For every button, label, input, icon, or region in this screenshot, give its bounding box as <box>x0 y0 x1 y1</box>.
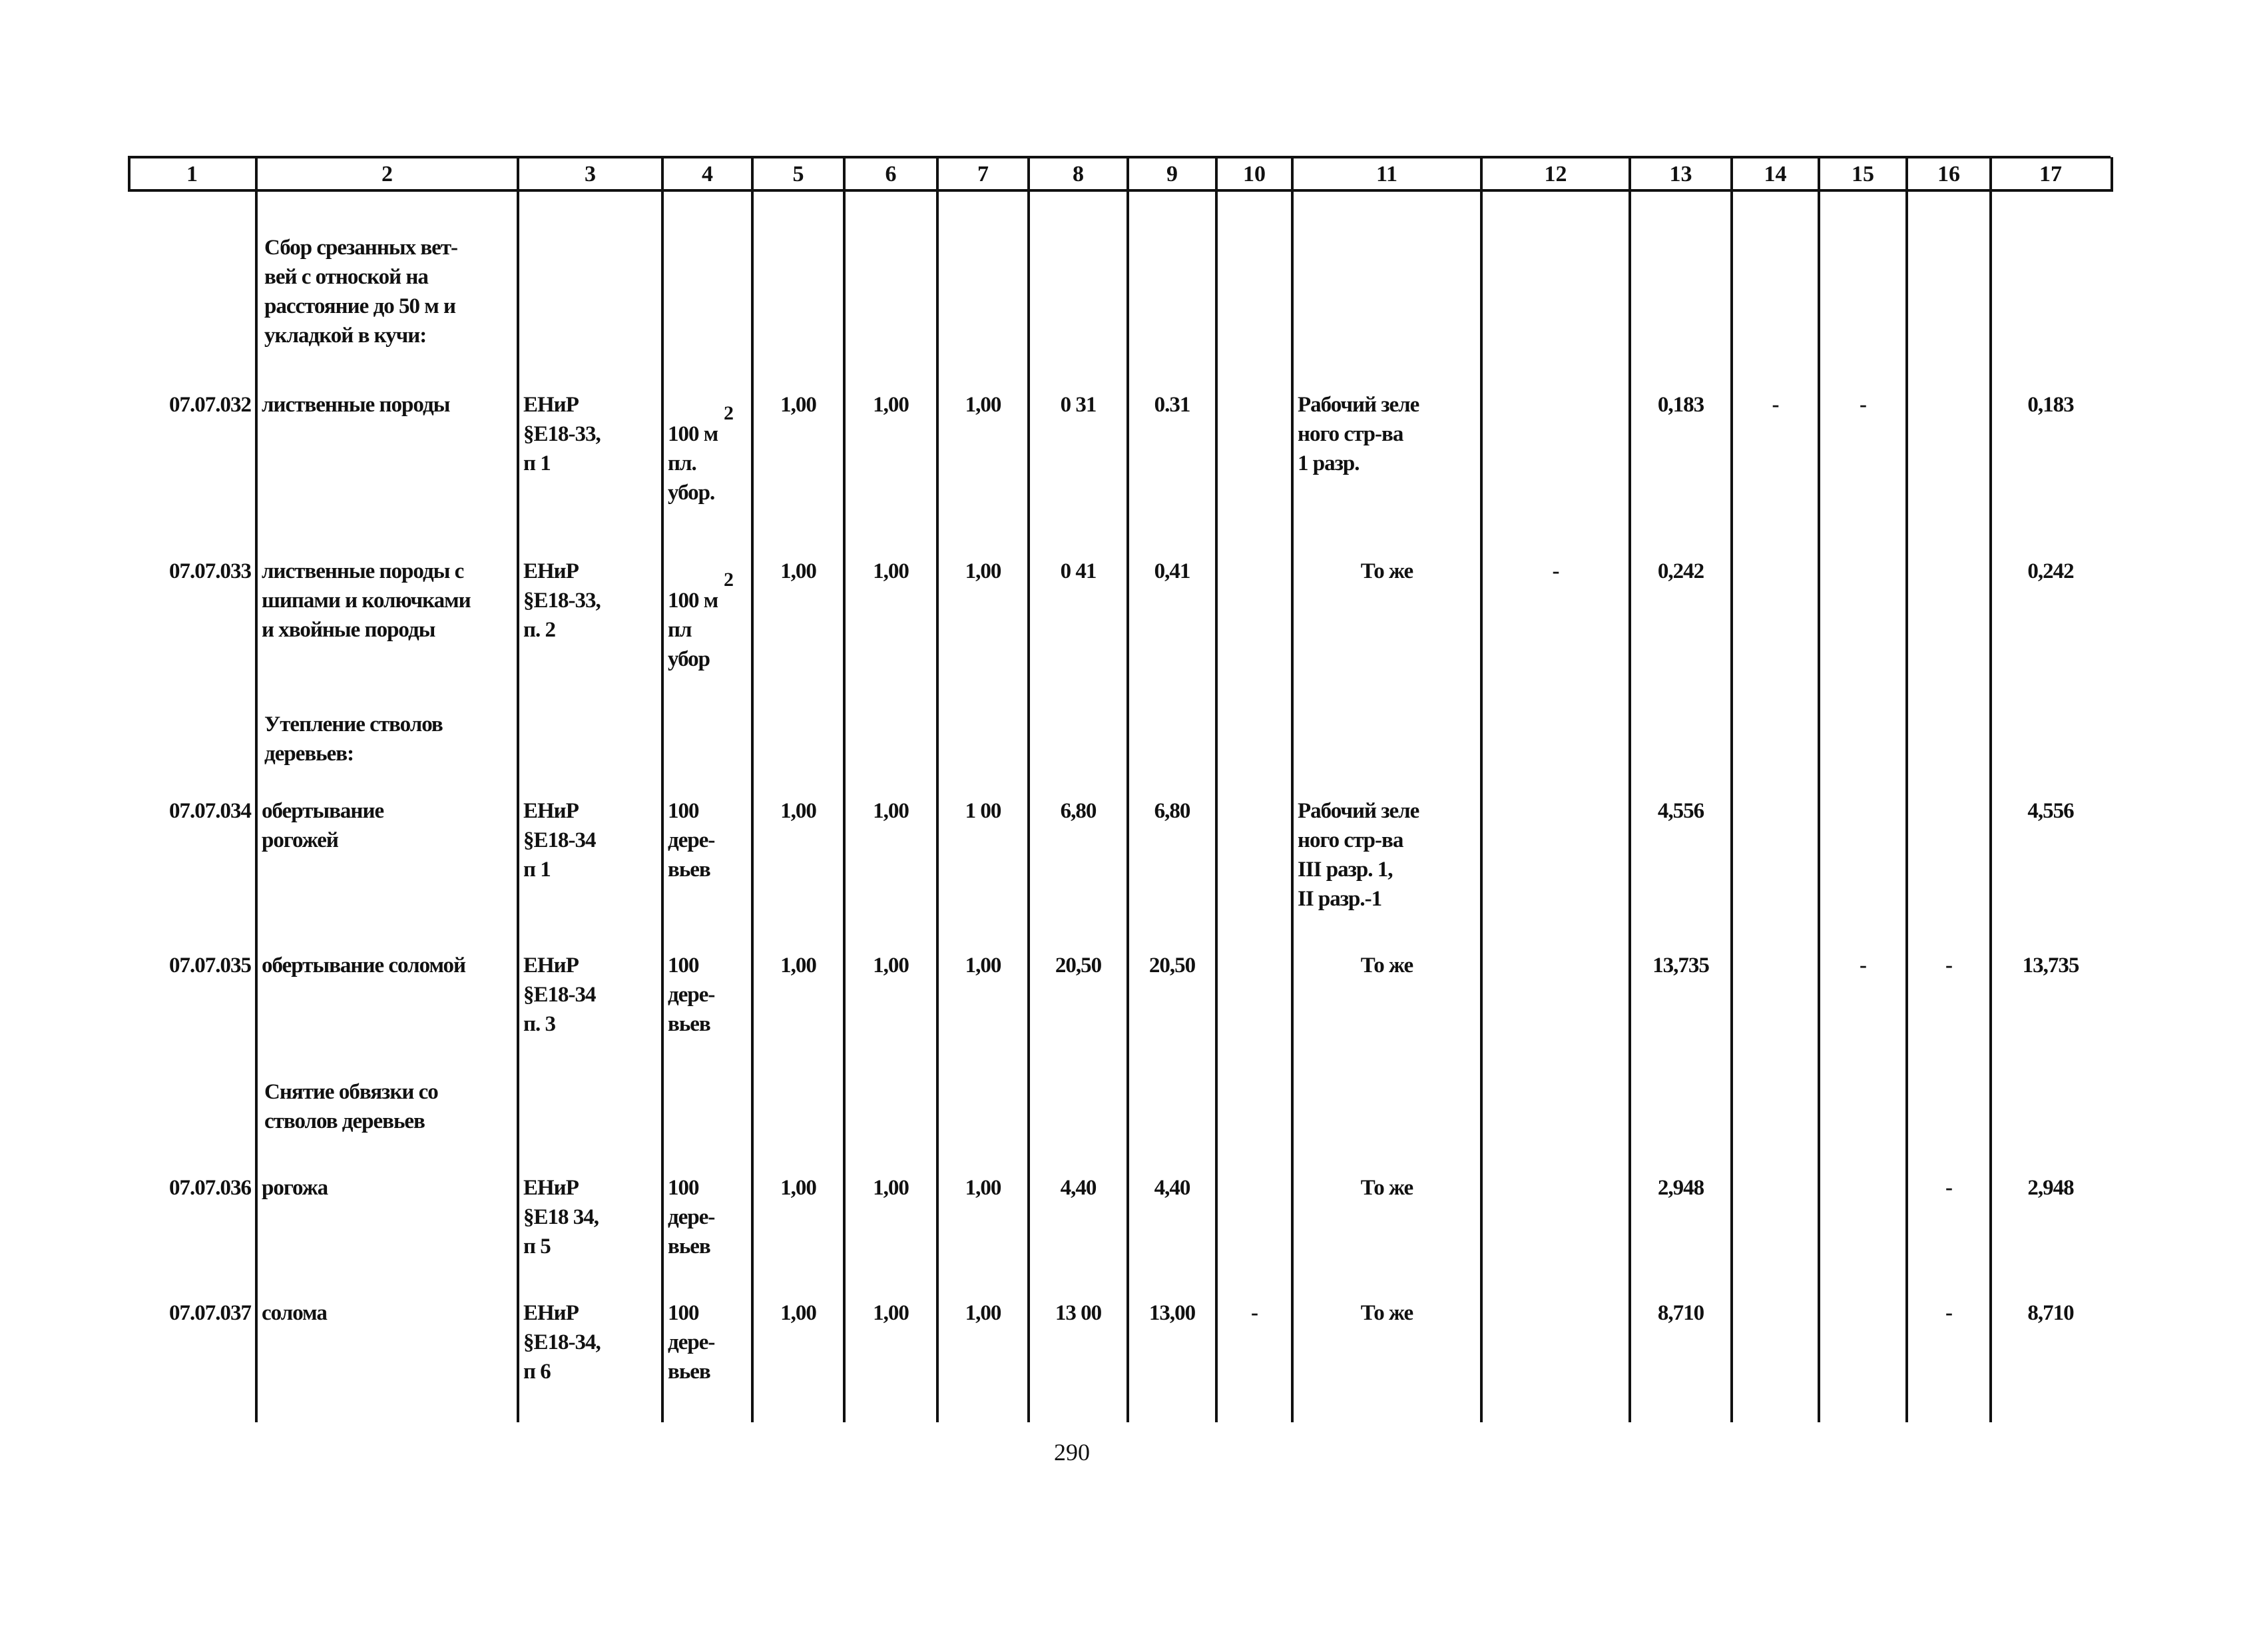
column-divider <box>1126 157 1129 1422</box>
row-cell-col17: 8,710 <box>2027 1301 2074 1325</box>
header-cell: 6 <box>885 162 897 186</box>
row-code: 07.07.032 <box>169 393 251 417</box>
row-cell-col5: 1,00 <box>780 954 816 977</box>
row-cell-col6: 1,00 <box>873 799 909 823</box>
header-cell: 4 <box>702 162 713 186</box>
column-divider <box>1989 157 1992 1422</box>
row-cell-col12: - <box>1552 559 1559 583</box>
row-cell-col11: То же <box>1360 954 1413 977</box>
header-cell: 2 <box>381 162 393 186</box>
row-cell-col8: 13 00 <box>1055 1301 1102 1325</box>
row-cell-col17: 0,242 <box>2027 559 2074 583</box>
column-divider <box>1628 157 1631 1422</box>
row-cell-col4: 100 м пл убор <box>668 589 718 671</box>
row-cell-col4: 100 дере- вьев <box>668 1301 715 1384</box>
row-cell-col11: То же <box>1360 1176 1413 1200</box>
row-cell-col13: 8,710 <box>1657 1301 1704 1325</box>
row-cell-col6: 1,00 <box>873 559 909 583</box>
header-cell: 10 <box>1243 162 1266 186</box>
header-cell: 14 <box>1764 162 1787 186</box>
row-cell-col7: 1,00 <box>965 954 1001 977</box>
row-cell-col13: 13,735 <box>1652 954 1709 977</box>
row-cell-col5: 1,00 <box>780 393 816 417</box>
row-cell-col13: 0,242 <box>1657 559 1704 583</box>
unit-superscript: 2 <box>724 569 734 591</box>
header-cell: 12 <box>1544 162 1567 186</box>
column-divider <box>1291 157 1294 1422</box>
row-code: 07.07.034 <box>169 799 251 823</box>
header-top-rule <box>128 156 2111 158</box>
row-cell-col8: 20,50 <box>1055 954 1102 977</box>
header-cell: 11 <box>1376 162 1398 186</box>
column-divider <box>843 157 846 1422</box>
row-code: 07.07.037 <box>169 1301 251 1325</box>
row-cell-col11: Рабочий зеле ного стр-ва III разр. 1, II разр.-1 <box>1298 799 1419 911</box>
row-cell-col7: 1,00 <box>965 559 1001 583</box>
header-cell: 7 <box>977 162 989 186</box>
page-number: 290 <box>1054 1439 1090 1466</box>
column-divider <box>1215 157 1218 1422</box>
row-cell-col8: 6,80 <box>1060 799 1097 823</box>
row-cell-col15: - <box>1860 393 1866 417</box>
header-cell: 9 <box>1166 162 1178 186</box>
row-cell-col9: 13,00 <box>1148 1301 1196 1325</box>
column-divider <box>1730 157 1733 1422</box>
header-cell: 17 <box>2039 162 2062 186</box>
header-cell: 1 <box>186 162 198 186</box>
row-cell-col5: 1,00 <box>780 559 816 583</box>
row-cell-col11: То же <box>1360 1301 1413 1325</box>
row-cell-col8: 0 31 <box>1060 393 1097 417</box>
row-cell-col5: 1,00 <box>780 1176 816 1200</box>
row-cell-col3: ЕНиР §Е18-34, п 6 <box>523 1301 601 1384</box>
header-cell: 15 <box>1852 162 1874 186</box>
row-code: 07.07.033 <box>169 559 251 583</box>
row-cell-col9: 0.31 <box>1154 393 1190 417</box>
row-cell-col7: 1,00 <box>965 1301 1001 1325</box>
row-cell-col2: обертывание соломой <box>262 954 466 977</box>
column-divider <box>1905 157 1908 1422</box>
row-cell-col9: 4,40 <box>1154 1176 1190 1200</box>
row-cell-col17: 13,735 <box>2022 954 2079 977</box>
row-cell-col5: 1,00 <box>780 799 816 823</box>
row-cell-col13: 2,948 <box>1657 1176 1704 1200</box>
row-code: 07.07.035 <box>169 954 251 977</box>
row-cell-col7: 1,00 <box>965 1176 1001 1200</box>
row-cell-col3: ЕНиР §Е18-33, п 1 <box>523 393 601 475</box>
row-cell-col8: 4,40 <box>1060 1176 1097 1200</box>
row-cell-col17: 0,183 <box>2027 393 2074 417</box>
row-cell-col10: - <box>1251 1301 1258 1325</box>
row-cell-col6: 1,00 <box>873 393 909 417</box>
column-divider <box>661 157 664 1422</box>
row-cell-col16: - <box>1945 954 1952 977</box>
row-cell-col13: 0,183 <box>1657 393 1704 417</box>
row-cell-col2: обертывание рогожей <box>262 799 384 852</box>
row-cell-col6: 1,00 <box>873 1301 909 1325</box>
header-cell: 5 <box>792 162 804 186</box>
header-cell: 16 <box>1937 162 1960 186</box>
unit-superscript: 2 <box>724 402 734 424</box>
row-cell-col4: 100 дере- вьев <box>668 1176 715 1258</box>
row-cell-col17: 4,556 <box>2027 799 2074 823</box>
row-cell-col14: - <box>1772 393 1779 417</box>
row-cell-col3: ЕНиР §Е18-34 п 1 <box>523 799 596 882</box>
row-cell-col16: - <box>1945 1176 1952 1200</box>
header-bottom-rule <box>128 189 2111 192</box>
column-divider <box>936 157 939 1422</box>
row-cell-col17: 2,948 <box>2027 1176 2074 1200</box>
column-divider <box>1480 157 1483 1422</box>
row-cell-col11: То же <box>1360 559 1413 583</box>
row-cell-col9: 20,50 <box>1148 954 1196 977</box>
row-cell-col3: ЕНиР §Е18-33, п. 2 <box>523 559 601 642</box>
row-cell-col3: ЕНиР §Е18-34 п. 3 <box>523 954 596 1036</box>
section-title: Утепление стволов деревьев: <box>264 712 443 766</box>
column-divider <box>255 157 258 1422</box>
row-cell-col7: 1,00 <box>965 393 1001 417</box>
row-cell-col9: 0,41 <box>1154 559 1190 583</box>
column-divider <box>751 157 754 1422</box>
row-cell-col16: - <box>1945 1301 1952 1325</box>
row-cell-col9: 6,80 <box>1154 799 1190 823</box>
column-divider <box>1027 157 1030 1422</box>
section-title: Сбор срезанных вет- вей с отноской на расстояние до 50 м и укладкой в кучи: <box>264 236 458 348</box>
row-cell-col2: рогожа <box>262 1176 328 1200</box>
row-cell-col3: ЕНиР §Е18 34, п 5 <box>523 1176 599 1258</box>
row-cell-col6: 1,00 <box>873 1176 909 1200</box>
row-cell-col4: 100 дере- вьев <box>668 954 715 1036</box>
header-cell: 13 <box>1669 162 1692 186</box>
row-cell-col4: 100 м пл. убор. <box>668 422 718 505</box>
row-code: 07.07.036 <box>169 1176 251 1200</box>
row-cell-col5: 1,00 <box>780 1301 816 1325</box>
row-cell-col8: 0 41 <box>1060 559 1097 583</box>
column-divider <box>1818 157 1820 1422</box>
row-cell-col4: 100 дере- вьев <box>668 799 715 882</box>
header-cell: 8 <box>1073 162 1084 186</box>
row-cell-col2: лиственные породы с шипами и колючками и хвойные породы <box>262 559 471 642</box>
column-divider <box>2111 157 2113 192</box>
row-cell-col2: солома <box>262 1301 327 1325</box>
header-cell: 3 <box>585 162 596 186</box>
row-cell-col7: 1 00 <box>965 799 1001 823</box>
row-cell-col15: - <box>1860 954 1866 977</box>
row-cell-col13: 4,556 <box>1657 799 1704 823</box>
row-cell-col6: 1,00 <box>873 954 909 977</box>
section-title: Снятие обвязки со стволов деревьев <box>264 1080 438 1133</box>
row-cell-col2: лиственные породы <box>262 393 450 417</box>
row-cell-col11: Рабочий зеле ного стр-ва 1 разр. <box>1298 393 1419 475</box>
